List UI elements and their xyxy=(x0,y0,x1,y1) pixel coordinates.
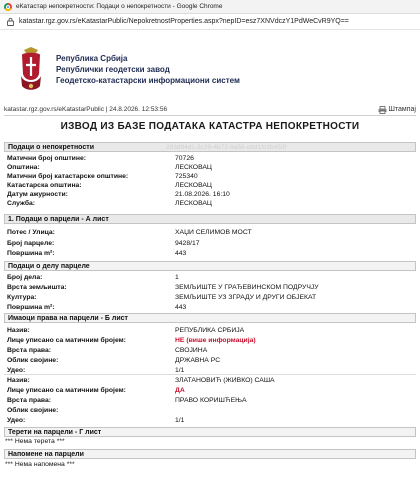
row-label: Датум ажурности: xyxy=(7,190,68,198)
section-parcel-part-header xyxy=(4,261,416,271)
print-link[interactable] xyxy=(378,106,417,114)
holder-row xyxy=(7,406,416,415)
row-label: Лице уписано са матичним бројем: xyxy=(7,386,126,394)
holder-row xyxy=(7,416,416,425)
property-row xyxy=(7,172,416,181)
site-timestamp: katastar.rgz.gov.rs/eKatastarPublic | 24.8.2026. 12:53:56 xyxy=(4,106,168,113)
row-label: Површина m²: xyxy=(7,303,55,311)
holder-row xyxy=(7,386,416,395)
printer-icon xyxy=(378,106,387,114)
parcel-row xyxy=(7,228,416,237)
url-text[interactable]: katastar.rgz.gov.rs/eKatastarPublic/NepokretnostProperties.aspx?nepID=esz7XNVdczY1PdWeCvR9YQ== xyxy=(19,18,349,25)
section-holders-title: Имаоци права на парцели - Б лист xyxy=(8,314,128,322)
section-burdens-title: Терети на парцели - Г лист xyxy=(8,428,102,436)
meta-line xyxy=(4,104,416,116)
section-notes-title: Напомене на парцели xyxy=(8,450,84,458)
parcel-row xyxy=(7,239,416,248)
row-value: ПРАВО КОРИШЋЕЊА xyxy=(175,396,247,404)
row-value: 9428/17 xyxy=(175,239,200,247)
row-label: Облик својине: xyxy=(7,406,59,414)
parcel-row xyxy=(7,249,416,258)
row-label: Назив: xyxy=(7,326,30,334)
section-notes-header xyxy=(4,449,416,459)
row-value: ЛЕСКОВАЦ xyxy=(175,181,212,189)
row-label: Број дела: xyxy=(7,273,43,281)
row-value: 725340 xyxy=(175,172,198,180)
row-label: Лице уписано са матичним бројем: xyxy=(7,336,126,344)
window-titlebar xyxy=(0,0,420,14)
parcel-part-row xyxy=(7,283,416,292)
row-label: Катастарска општина: xyxy=(7,181,82,189)
property-id: 293d94d1-3c39-4b72-8a58-ebd1fd3b453f xyxy=(166,143,287,151)
serbia-coat-of-arms-icon xyxy=(18,46,44,92)
section-property-title: Подаци о непокретности xyxy=(8,143,94,151)
row-value: 1/1 xyxy=(175,366,185,374)
property-row xyxy=(7,199,416,208)
row-value: 443 xyxy=(175,303,187,311)
section-property-header xyxy=(4,142,416,152)
parcel-part-row xyxy=(7,293,416,302)
property-row xyxy=(7,154,416,163)
row-label: Врста права: xyxy=(7,346,52,354)
row-label: Површина m²: xyxy=(7,249,55,257)
row-value: ДА xyxy=(175,386,185,394)
row-label: Општина: xyxy=(7,163,40,171)
parcel-part-row xyxy=(7,303,416,312)
row-value: ЗЕМЉИШТЕ УЗ ЗГРАДУ И ДРУГИ ОБЈЕКАТ xyxy=(175,293,317,301)
row-label: Облик својине: xyxy=(7,356,59,364)
property-row xyxy=(7,163,416,172)
institution-line-1: Република Србија xyxy=(56,54,128,63)
more-info-link[interactable]: НЕ (више информација) xyxy=(175,336,256,344)
site-info-icon[interactable] xyxy=(4,17,16,27)
row-label: Потес / Улица: xyxy=(7,228,55,236)
section-holders-header xyxy=(4,313,416,323)
row-value: РЕПУБЛИКА СРБИЈА xyxy=(175,326,245,334)
row-value: ДРЖАВНА РС xyxy=(175,356,221,364)
row-value: ХАЏИ СЕЛИМОВ МОСТ xyxy=(175,228,252,236)
row-value: ЗЕМЉИШТЕ У ГРАЂЕВИНСКОМ ПОДРУЧЈУ xyxy=(175,283,319,291)
institution-block xyxy=(56,53,240,86)
row-label: Удео: xyxy=(7,366,26,374)
print-label[interactable]: Штампај xyxy=(388,106,416,113)
row-label: Удео: xyxy=(7,416,26,424)
row-value: 443 xyxy=(175,249,187,257)
row-value: ЗЛАТАНОВИЋ (ЖИВКО) САША xyxy=(175,376,275,384)
row-value: 21.08.2026. 16:10 xyxy=(175,190,230,198)
holder-row xyxy=(7,326,416,335)
row-label: Служба: xyxy=(7,199,36,207)
row-value: СВОЈИНА xyxy=(175,346,208,354)
row-label: Култура: xyxy=(7,293,37,301)
holder-row xyxy=(7,346,416,355)
window-title: еКатастар непокретности: Подаци о непокретности - Google Chrome xyxy=(16,3,223,10)
section-parcel-header xyxy=(4,214,416,224)
row-label: Назив: xyxy=(7,376,30,384)
property-row xyxy=(7,190,416,199)
address-bar[interactable] xyxy=(0,14,420,30)
holder-row xyxy=(7,356,416,365)
notes-text: *** Нема напомена *** xyxy=(5,461,75,468)
row-label: Врста земљишта: xyxy=(7,283,67,291)
section-parcel-title: 1. Подаци о парцели - А лист xyxy=(8,215,109,223)
burdens-text: *** Нема терета *** xyxy=(5,438,65,445)
institution-line-3: Геодетско-катастарски информациони систем xyxy=(56,76,240,85)
section-parcel-part-title: Подаци о делу парцеле xyxy=(8,262,90,270)
document-title: ИЗВОД ИЗ БАЗЕ ПОДАТАКА КАТАСТРА НЕПОКРЕТНОСТИ xyxy=(60,121,360,132)
row-value: 1/1 xyxy=(175,416,185,424)
parcel-part-row xyxy=(7,273,416,282)
row-label: Матични број катастарске општине: xyxy=(7,172,129,180)
property-row xyxy=(7,181,416,190)
row-value: ЛЕСКОВАЦ xyxy=(175,163,212,171)
row-label: Врста права: xyxy=(7,396,52,404)
holder-row xyxy=(7,336,416,345)
row-value: 70726 xyxy=(175,154,194,162)
row-value: ЛЕСКОВАЦ xyxy=(175,199,212,207)
divider xyxy=(4,374,416,375)
institution-line-2: Републички геодетски завод xyxy=(56,65,170,74)
holder-row xyxy=(7,376,416,385)
holder-row xyxy=(7,396,416,405)
chrome-icon xyxy=(4,3,12,11)
row-label: Матични број општине: xyxy=(7,154,87,162)
row-value: 1 xyxy=(175,273,179,281)
row-label: Број парцеле: xyxy=(7,239,55,247)
section-burdens-header xyxy=(4,427,416,437)
